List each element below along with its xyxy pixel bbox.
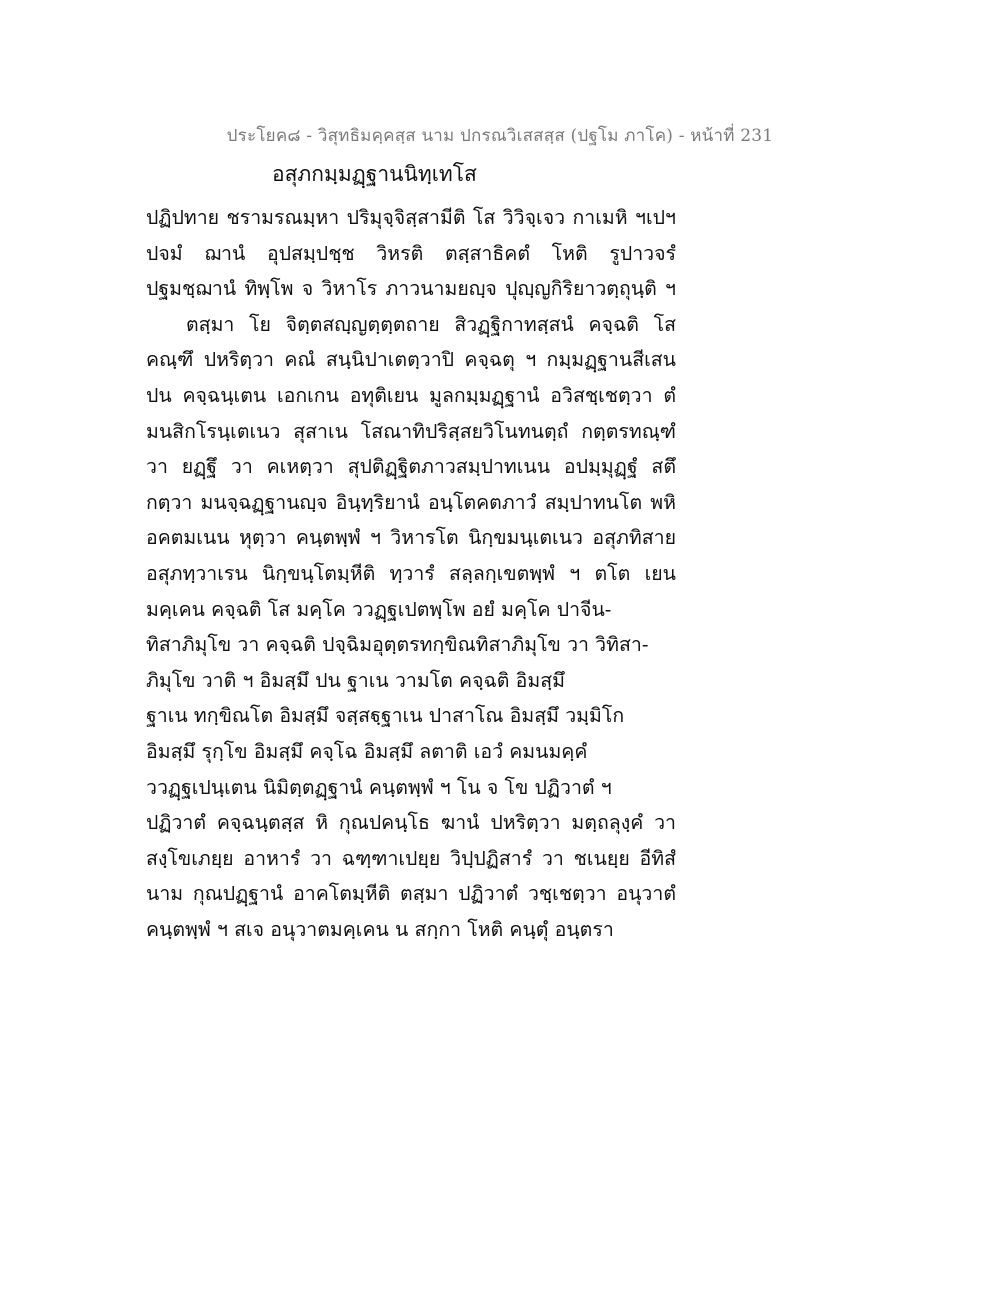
- text-line: ปน คจฺฉนฺเตน เอกเกน อทุติเยน มูลกมฺมฏฺฐานํ อวิสชฺเชตฺวา ตํ: [146, 383, 676, 407]
- text-line: คณฺฑึ ปหริตฺวา คณํ สนฺนิปาเตตฺวาปิ คจฺฉตุ ฯ กมฺมฏฺฐานสีเสน: [146, 348, 676, 372]
- text-line: ตสฺมา โย จิตฺตสญฺญตฺตฺตถาย สิวฏฺฐิกาทสฺสนํ คจฺฉติ โส: [186, 312, 676, 336]
- text-line: ปฏิวาตํ คจฺฉนฺตสฺส หิ กุณปคนฺโธ ฆานํ ปหริตฺวา มตฺถลุงฺคํ วา: [146, 811, 676, 835]
- text-line: มคฺเคน คจฺฉติ โส มคฺโค ววฏฺฐเปตพฺโพ อยํ มคฺโค ปาจีน-: [146, 597, 612, 621]
- text-line: สงฺโขเภยฺย อาหารํ วา ฉฑฺฑาเปยฺย วิปฺปฏิสารํ วา ชเนยฺย อีทิสํ: [146, 846, 676, 870]
- text-line: ภิมุโข วาติ ฯ อิมสฺมึ ปน ฐาเน วามโต คจฺฉติ อิมสฺมึ: [146, 668, 565, 692]
- text-line: คนฺตพฺพํ ฯ สเจ อนุวาตมคฺเคน น สกฺกา โหติ คนฺตุํ อนฺตรา: [146, 917, 614, 941]
- text-line: ปฏิปทาย ชรามรณมฺหา ปริมุจฺจิสฺสามีติ โส วิวิจฺเจว กาเมหิ ฯเปฯ: [146, 206, 676, 229]
- text-line: มนสิกโรนฺเตเนว สุสาเน โสณาทิปริสฺสยวิโนทนตฺถํ กตฺตรทณฺฑํ: [146, 419, 676, 443]
- text-line: ปฐมชฺฌานํ ทิพฺโพ จ วิหาโร ภาวนามยญฺจ ปุญฺญกิริยาวตฺถุนฺติ ฯ: [146, 277, 676, 301]
- text-line: กตฺวา มนจฺฉฏฺฐานญฺจ อินฺทฺริยานํ อนฺโตคตภาวํ สมฺปาทนโต พหิ: [146, 490, 676, 514]
- section-heading: อสุภกมฺมฏฺฐานนิทฺเทโส: [272, 162, 477, 186]
- text-line: อิมสฺมึ รุกฺโข อิมสฺมึ คจฺโฉ อิมสฺมึ ลตาติ เอวํ คมนมคฺคํ: [146, 739, 588, 763]
- text-line: ววฏฺฐเปนฺเตน นิมิตฺตฏฺฐานํ คนฺตพฺพํ ฯ โน จ โข ปฏิวาตํ ฯ: [146, 775, 612, 799]
- running-header: ประโยค๘ - วิสุทธิมคฺคสฺส นาม ปกรณวิเสสสฺส (ปฐโม ภาโค) - หน้าที่ 231: [226, 126, 774, 146]
- body-text: [146, 200, 676, 947]
- text-line: ปจมํ ฌานํ อุปสมฺปชฺช วิหรติ ตสฺสาธิคตํ โหติ รูปาวจรํ: [146, 241, 676, 265]
- text-line: ทิสาภิมุโข วา คจฺฉติ ปจฺฉิมอุตฺตรทกฺขิณทิสาภิมุโข วา วิทิสา-: [146, 633, 649, 657]
- text-line: นาม กุณปฏฺฐานํ อาคโตมฺหีติ ตสฺมา ปฏิวาตํ วชฺเชตฺวา อนุวาตํ: [146, 882, 676, 906]
- text-line: ฐาเน ทกฺขิณโต อิมสฺมึ จสฺสฐฺฐาเน ปาสาโณ อิมสฺมึ วมฺมิโก: [146, 704, 625, 728]
- text-line: อสุภทฺวาเรน นิกฺขนฺโตมฺหีติ ทฺวารํ สลฺลกฺเขตพฺพํ ฯ ตโต เยน: [146, 561, 676, 585]
- text-line: อคตมเนน หุตฺวา คนฺตพฺพํ ฯ วิหารโต นิกฺขมนฺเตเนว อสุภทิสาย: [146, 526, 676, 550]
- text-line: วา ยฏฺฐึ วา คเหตฺวา สุปติฏฺฐิตภาวสมฺปาทเนน อปมฺมุฏฺฐํ สตึ: [146, 455, 676, 479]
